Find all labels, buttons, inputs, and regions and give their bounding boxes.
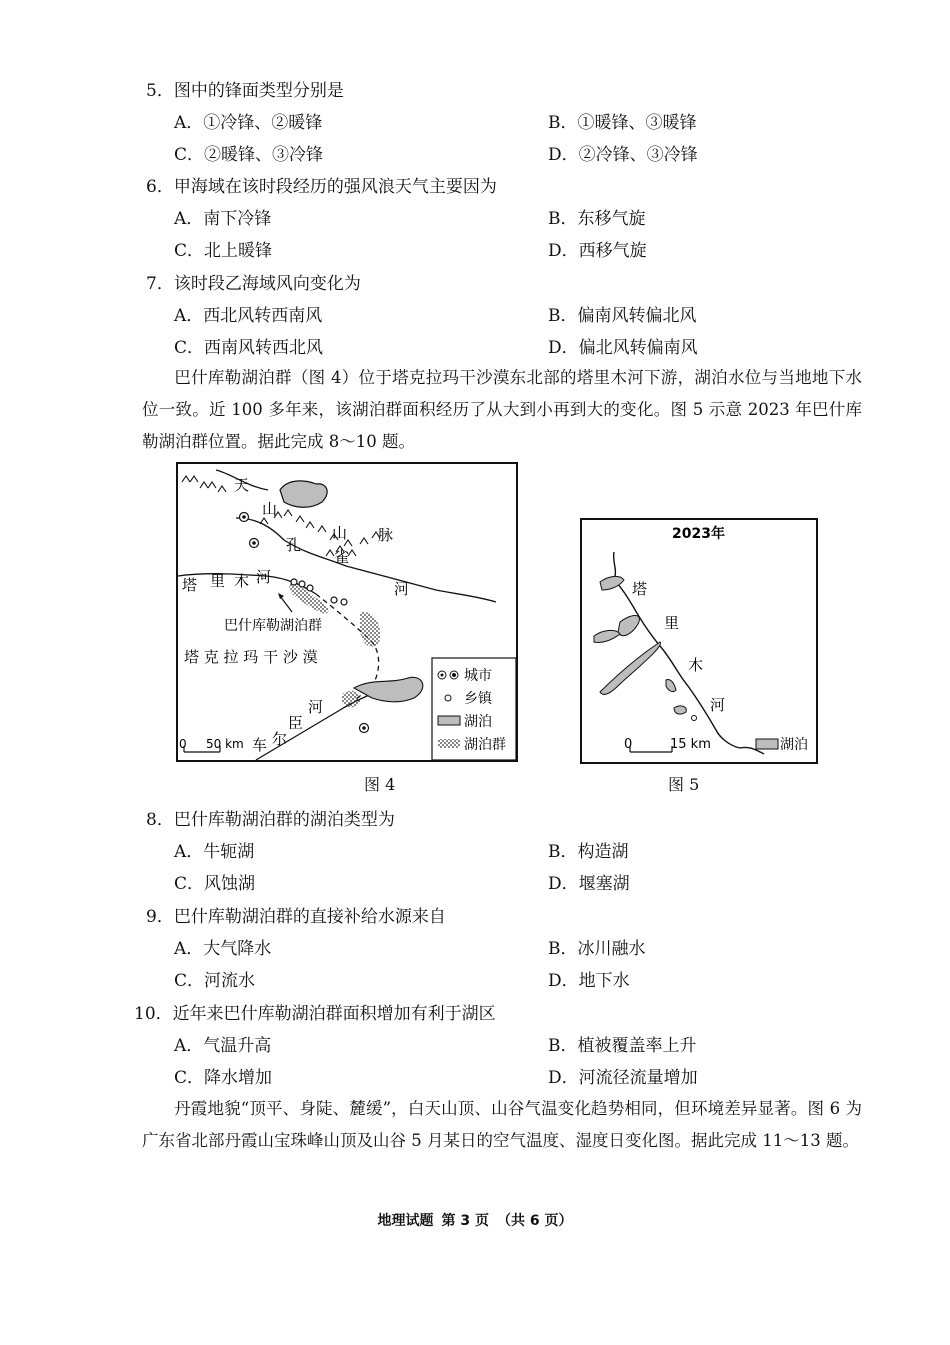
- label-lake-group: 巴什库勒湖泊群: [224, 618, 322, 634]
- figure-5-caption: 图 5: [668, 775, 700, 794]
- option-c[interactable]: C．河流水: [174, 971, 256, 991]
- option-d[interactable]: D．偏北风转偏南风: [548, 338, 698, 358]
- question-stem: 8．巴什库勒湖泊群的湖泊类型为: [146, 810, 395, 830]
- label-que: 雀: [334, 548, 350, 566]
- footer-total: （共 6 页）: [497, 1213, 573, 1229]
- legend-city: 城市: [464, 668, 492, 684]
- question-stem: 5．图中的锋面类型分别是: [146, 81, 344, 101]
- option-b[interactable]: B．构造湖: [548, 842, 629, 862]
- passage-bashikule: [142, 362, 862, 458]
- question-stem: 7．该时段乙海域风向变化为: [146, 274, 361, 294]
- question-stem: 9．巴什库勒湖泊群的直接补给水源来自: [146, 907, 446, 927]
- label-he2: 河: [256, 568, 272, 586]
- legend: [432, 658, 516, 760]
- label-chen: 臣: [288, 714, 304, 732]
- option-b[interactable]: B．东移气旋: [548, 209, 646, 229]
- option-c[interactable]: C．风蚀湖: [174, 874, 256, 894]
- question-stem: 10．近年来巴什库勒湖泊群面积增加有利于湖区: [134, 1004, 496, 1024]
- town-marker: [692, 716, 697, 721]
- label-er: 尔: [272, 730, 288, 748]
- scale-label: 15 km: [670, 737, 711, 752]
- label-he: 河: [710, 696, 726, 714]
- option-b[interactable]: B．植被覆盖率上升: [548, 1036, 697, 1056]
- option-a[interactable]: A．大气降水: [174, 939, 272, 959]
- label-che: 车: [252, 736, 268, 754]
- legend-lake: 湖泊: [780, 737, 808, 753]
- scale-label: 50 km: [206, 737, 244, 751]
- option-d[interactable]: D．地下水: [548, 971, 630, 991]
- label-tian: 天: [234, 476, 250, 494]
- passage-danxia: [142, 1093, 862, 1157]
- option-d[interactable]: D．②冷锋、③冷锋: [548, 145, 698, 165]
- passage-text: 巴什库勒湖泊群（图 4）位于塔克拉玛干沙漠东北部的塔里木河下游，湖泊水位与当地地下水位一致。近 100 多年来，该湖泊群面积经历了从大到小再到大的变化。图 5 示意 2023 年巴什库勒湖泊群位置。据此完成 8～10 题。: [142, 368, 862, 451]
- figure-4-map: [176, 462, 518, 762]
- footer-page: 第 3 页: [441, 1213, 489, 1229]
- label-he1: 河: [394, 580, 410, 598]
- label-mai: 脉: [378, 526, 394, 544]
- option-b[interactable]: B．偏南风转偏北风: [548, 306, 697, 326]
- page-footer: [0, 1210, 950, 1230]
- figure-4-caption: 图 4: [364, 775, 396, 794]
- footer-subject: 地理试题: [377, 1213, 434, 1229]
- option-b[interactable]: B．①暖锋、③暖锋: [548, 113, 697, 133]
- label-desert: 塔 克 拉 玛 干 沙 漠: [184, 648, 318, 666]
- option-c[interactable]: C．北上暖锋: [174, 241, 273, 261]
- option-b[interactable]: B．冰川融水: [548, 939, 646, 959]
- lake-group-south: [342, 691, 360, 708]
- option-c[interactable]: C．②暖锋、③冷锋: [174, 145, 324, 165]
- year-label: 2023年: [672, 526, 725, 542]
- legend-lake: 湖泊: [464, 714, 492, 730]
- legend-lakegroup: 湖泊群: [464, 737, 506, 753]
- label-kong: 孔: [286, 536, 302, 554]
- label-ta: 塔: [182, 576, 198, 594]
- legend-town: 乡镇: [464, 691, 492, 707]
- lake-bosten: [280, 481, 327, 507]
- scale-zero: 0: [179, 737, 187, 751]
- question-stem: 6．甲海域在该时段经历的强风浪天气主要因为: [146, 177, 497, 197]
- option-c[interactable]: C．西南风转西北风: [174, 338, 324, 358]
- option-a[interactable]: A．西北风转西南风: [174, 306, 323, 326]
- label-mu: 木: [234, 572, 250, 590]
- option-c[interactable]: C．降水增加: [174, 1068, 273, 1088]
- label-ta: 塔: [632, 580, 648, 598]
- legend-lake-swatch: [756, 739, 778, 749]
- option-d[interactable]: D．河流径流量增加: [548, 1068, 698, 1088]
- label-mu: 木: [688, 656, 704, 674]
- option-a[interactable]: A．气温升高: [174, 1036, 272, 1056]
- label-he3: 河: [308, 698, 324, 716]
- option-d[interactable]: D．西移气旋: [548, 241, 647, 261]
- label-shan2: 山: [332, 524, 348, 542]
- option-d[interactable]: D．堰塞湖: [548, 874, 630, 894]
- option-a[interactable]: A．南下冷锋: [174, 209, 272, 229]
- scale-zero: 0: [624, 737, 633, 752]
- figure-5-map: [580, 518, 818, 764]
- passage-text: 丹霞地貌“顶平、身陡、麓缓”，白天山顶、山谷气温变化趋势相同，但环境差异显著。图 6 为广东省北部丹霞山宝珠峰山顶及山谷 5 月某日的空气温度、湿度日变化图。据此完成 11～13 题。: [142, 1099, 862, 1150]
- map-frame: [581, 519, 817, 763]
- label-shan1: 山: [262, 500, 278, 518]
- label-li: 里: [664, 614, 680, 632]
- label-li: 里: [210, 572, 226, 590]
- option-a[interactable]: A．牛轭湖: [174, 842, 255, 862]
- option-a[interactable]: A．①冷锋、②暖锋: [174, 113, 323, 133]
